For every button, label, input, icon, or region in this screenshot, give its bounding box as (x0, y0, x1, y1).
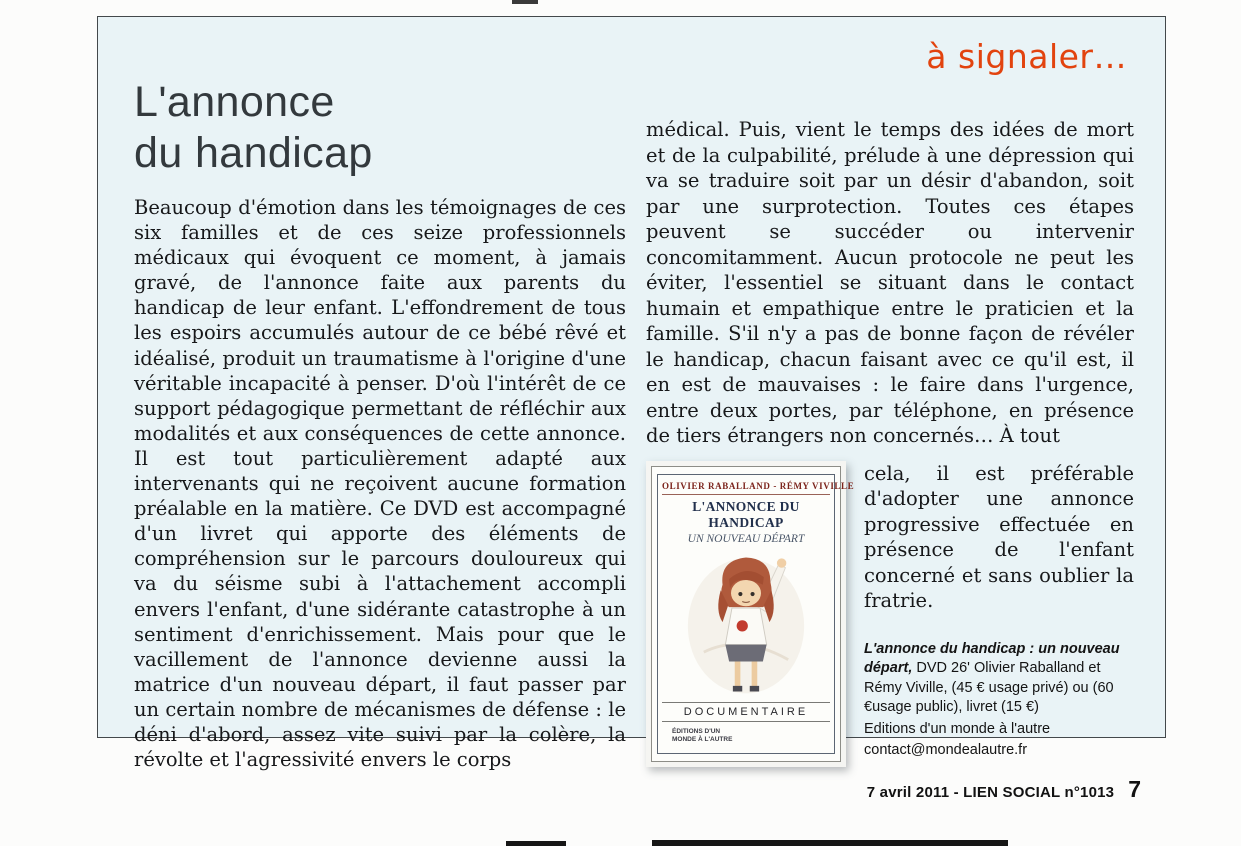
dvd-title: L'ANNONCE DU HANDICAP (692, 498, 800, 530)
media-right-column (864, 461, 1134, 768)
footer-journal-info: 7 avril 2011 - LIEN SOCIAL n°1013 (866, 784, 1115, 801)
manga-girl-illustration (671, 549, 821, 699)
page-number: 7 (1128, 776, 1141, 802)
page-footer (867, 776, 1141, 803)
article-title-line1: L'annonce (134, 78, 335, 126)
article-column-right (646, 117, 1134, 767)
article-title (134, 77, 373, 178)
dvd-authors: OLIVIER RABALLAND - RÉMY VIVILLE (662, 481, 830, 495)
dvd-cover-frame (657, 474, 855, 755)
dvd-subtitle: UN NOUVEAU DÉPART (687, 532, 805, 545)
caption-contact: contact@mondealautre.fr (864, 742, 1028, 758)
article-column-left (134, 195, 626, 772)
dvd-caption (864, 640, 1134, 761)
caption-publisher: Editions d'un monde à l'autre (864, 720, 1051, 737)
dvd-publisher-logo: ÉDITIONS D'UN MONDE À L'AUTRE (672, 727, 733, 744)
scan-artifact-bottom-right (652, 840, 1008, 846)
scan-artifact-bottom-left (506, 841, 566, 846)
media-row (646, 461, 1134, 768)
dvd-cover-photo (646, 461, 855, 768)
scan-artifact-top (512, 0, 538, 4)
caption-details: DVD 26' Olivier Raballand et Rémy Viville, (45 € usage privé) ou (60 €usage public), livret (15 €) (864, 660, 1114, 715)
dvd-banner: DOCUMENTAIRE (662, 702, 830, 722)
article-title-line2: du handicap (134, 128, 373, 177)
caption-title: L'annonce du handicap : un nouveau départ, (864, 640, 1120, 676)
article-paragraph-right-wrap: cela, il est préférable d'adopter une annonce progressive effectuée en présence de l'enfant concerné et sans oublier la fratrie. (864, 461, 1134, 612)
article-paragraph-left: Beaucoup d'émotion dans les témoignages de ces six familles et de ces seize professionnels médicaux qui évoquent ce moment, à jamais gravé, de l'annonce faite aux parents du handicap de leur enfant. L'effondrement de tous les espoirs accumulés autour de ce bébé rêvé et idéalisé, produit un traumatisme à l'origine d'une véritable incapacité à penser. D'où l'intérêt de ce support pédagogique permettant de réfléchir aux modalités et aux conséquences de cette annonce. Il est tout particulièrement adapté aux intervenants qui ne reçoivent aucune formation préalable en la matière. Ce DVD est accompagné d'un livret qui apporte des éléments de compréhension sur le parcours douloureux qui va du séisme subi à l'attachement accompli envers l'enfant, d'une sidérante catastrophe à un sentiment d'enrichissement. Mais pour que le vacillement de l'annonce devienne aussi la matrice d'un nouveau départ, il faut passer par un certain nombre de mécanismes de défense : le déni d'abord, assez vite suivi par la colère, la révolte et l'agressivité envers le corps (134, 196, 626, 772)
dvd-cover (651, 466, 855, 763)
section-label: à signaler… (926, 37, 1127, 76)
article-paragraph-right: médical. Puis, vient le temps des idées de mort et de la culpabilité, prélude à une dépression qui va se traduire soit par un désir d'abandon, soit par une surprotection. Toutes ces étapes peuvent se succéder ou intervenir concomitamment. Aucun protocole ne peut les éviter, l'essentiel se situant dans le contact humain et empathique entre le praticien et la famille. S'il n'y a pas de bonne façon de révéler le handicap, chacun faisant avec ce qu'il est, il en est de mauvaises : le faire dans l'urgence, entre deux portes, par téléphone, en présence de tiers étrangers non concernés… À tout (646, 118, 1134, 447)
magazine-content-box (97, 16, 1166, 772)
